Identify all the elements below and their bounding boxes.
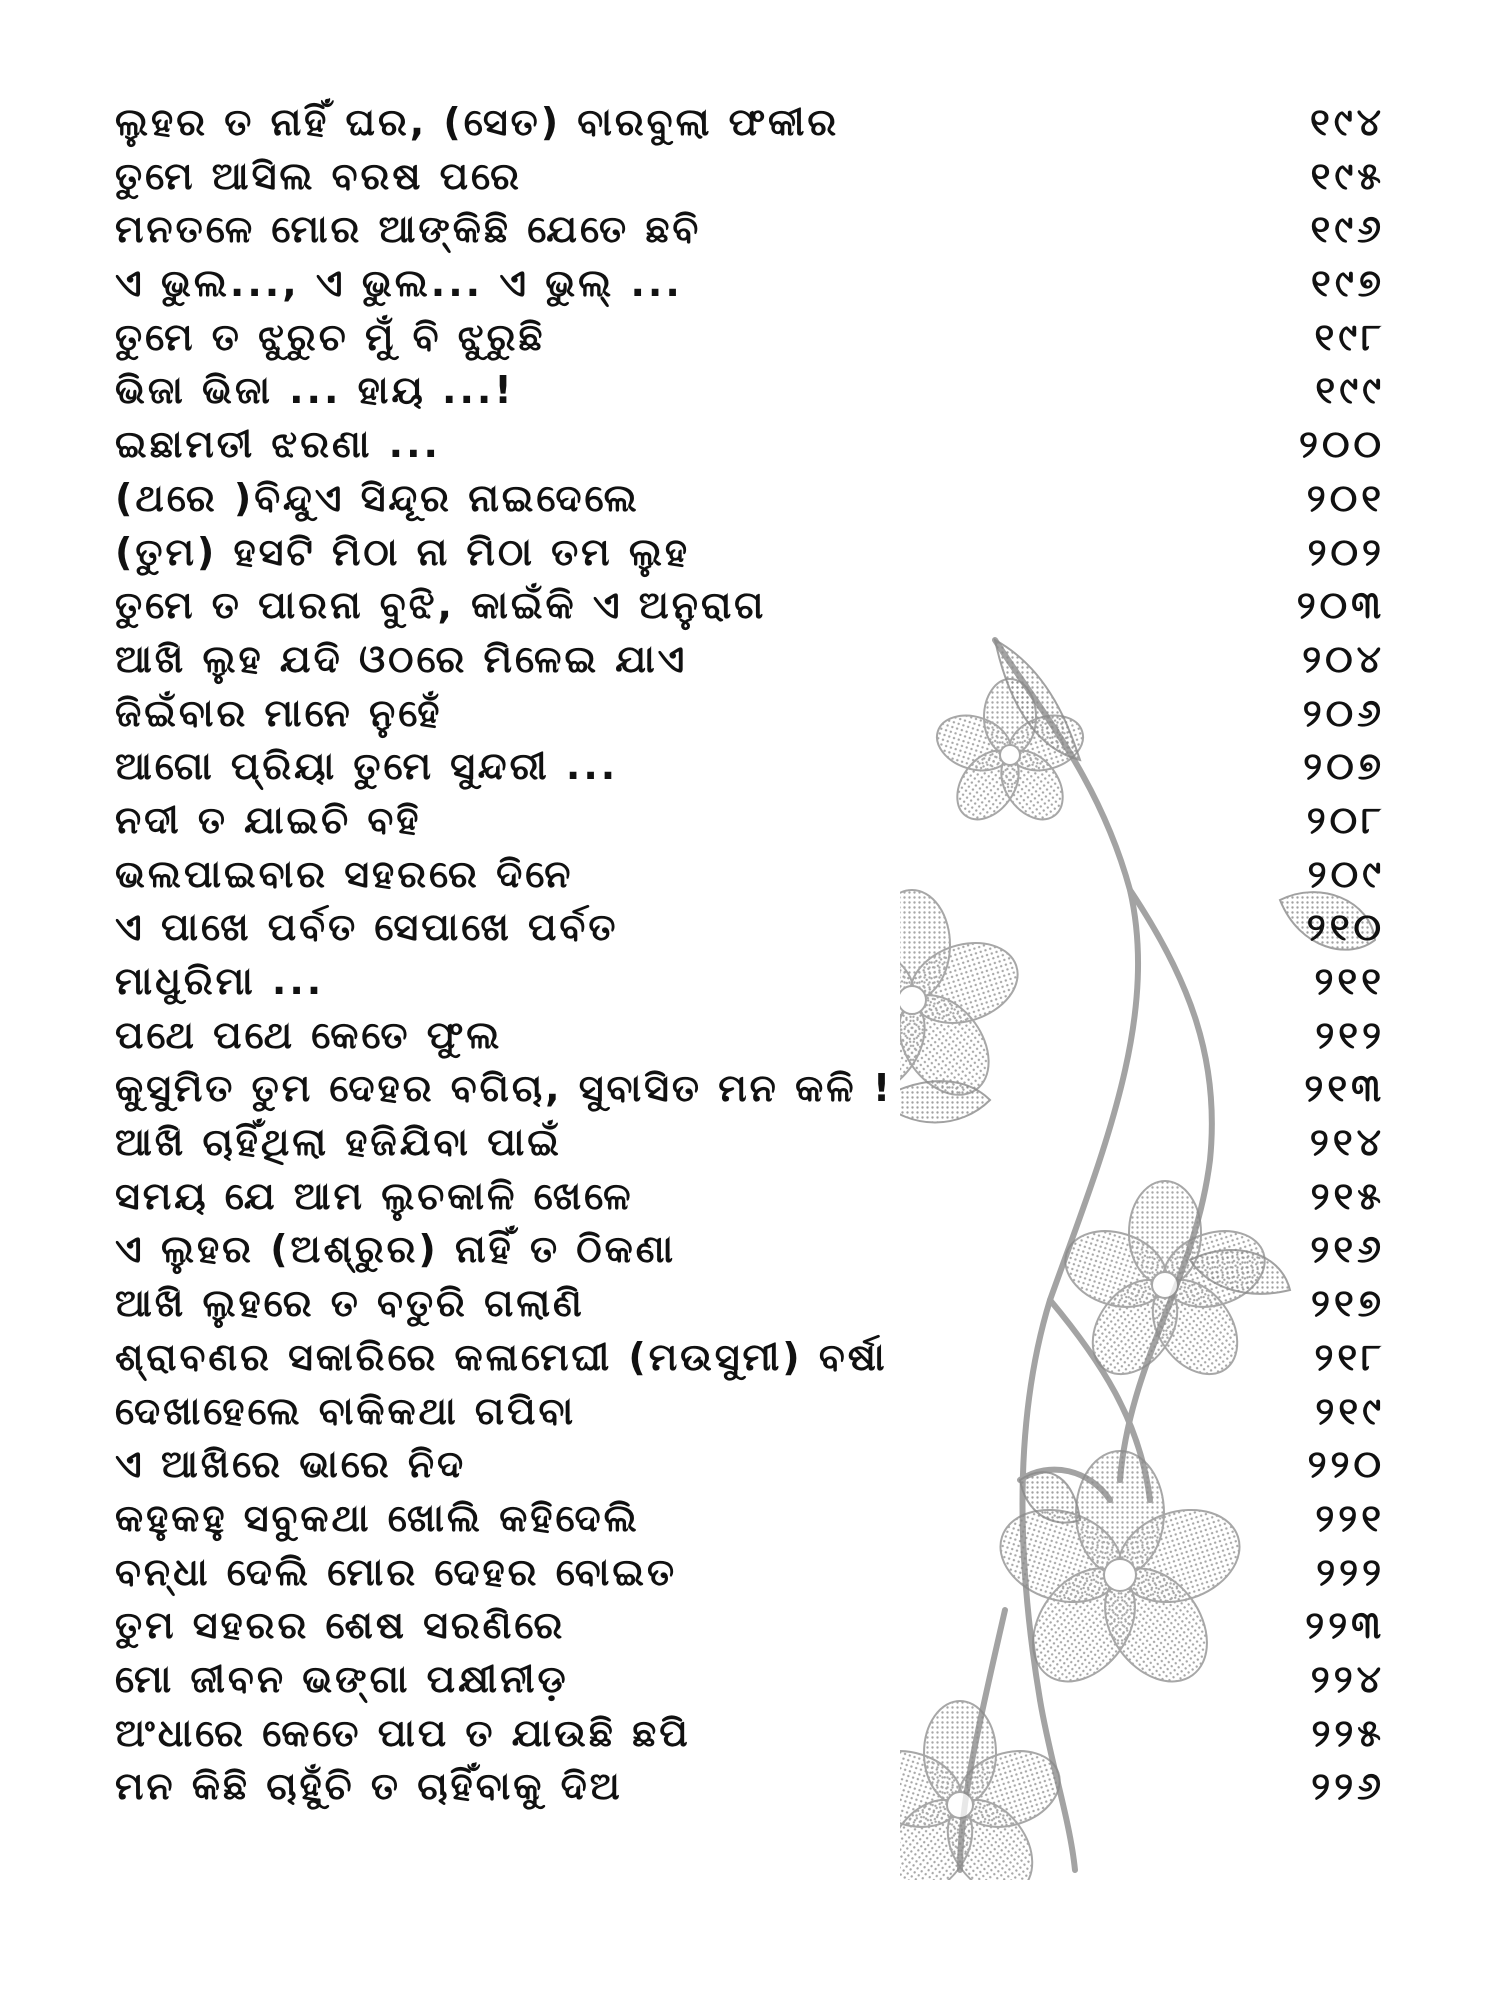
toc-entry-page-number: ୨୦୧ (1306, 475, 1385, 520)
toc-entry-title: ଆଖି ଲୁହ ଯଦି ଓଠରେ ମିଳେଇ ଯାଏ (115, 636, 688, 681)
toc-entry (115, 1170, 1385, 1224)
toc-entry (115, 1331, 1385, 1385)
toc-entry-title: ଜିଇଁବାର ମାନେ ନୁହେଁ (115, 690, 443, 735)
toc-entry-title: ମନ କିଛି ଚାହୁଁଚି ତ ଚାହିଁବାକୁ ଦିଅ (115, 1764, 623, 1809)
toc-entry (115, 1653, 1385, 1707)
toc-entry-page-number: ୨୦୦ (1299, 422, 1385, 467)
toc-entry (115, 418, 1385, 472)
toc-entry-title: ତୁମ ସହରର ଶେଷ ସରଣିରେ (115, 1603, 566, 1648)
toc-entry-page-number: ୧୯୭ (1311, 261, 1385, 306)
toc-entry (115, 740, 1385, 794)
toc-entry-title: ଭଲପାଇବାର ସହରରେ ଦିନେ (115, 851, 574, 896)
toc-entry-title: ପଥେ ପଥେ କେତେ ଫୁଲ (115, 1012, 503, 1057)
toc-entry-title: ଦେଖାହେଲେ ବାକିକଥା ଗପିବା (115, 1388, 577, 1433)
toc-entry-title: ବନ୍ଧା ଦେଲି ମୋର ଦେହର ବୋଇତ (115, 1549, 678, 1594)
toc-entry (115, 96, 1385, 150)
toc-entry (115, 579, 1385, 633)
toc-entry-title: ତୁମେ ଆସିଲ ବରଷ ପରେ (115, 153, 522, 198)
toc-entry-page-number: ୨୧୬ (1310, 1227, 1385, 1272)
toc-entry-page-number: ୨୧୩ (1304, 1066, 1385, 1111)
toc-entry-page-number: ୨୨୪ (1310, 1656, 1385, 1701)
toc-entry-page-number: ୧୯୫ (1310, 153, 1385, 198)
toc-entry (115, 1062, 1385, 1116)
toc-entry-page-number: ୨୧୫ (1310, 1173, 1385, 1218)
toc-entry-title: ନଦୀ ତ ଯାଇଚି ବହି (115, 797, 422, 842)
toc-entry (115, 1707, 1385, 1761)
toc-entry-page-number: ୨୧୦ (1306, 905, 1385, 950)
toc-entry-page-number: ୨୧୯ (1315, 1388, 1385, 1433)
toc-entry (115, 1492, 1385, 1546)
toc-entry-title: ତୁମେ ତ ପାରନା ବୁଝି, କାଇଁକି ଏ ଅନୁରାଗ (115, 583, 767, 628)
toc-entry-title: ଆଖି ଲୁହରେ ତ ବତୁରି ଗଲାଣି (115, 1281, 585, 1326)
toc-entry (115, 794, 1385, 848)
toc-entry-title: ମନତଳେ ମୋର ଆଙ୍କିଛି ଯେତେ ଛବି (115, 207, 702, 252)
toc-entry (115, 1385, 1385, 1439)
toc-entry-title: ଭିଜା ଭିଜା ... ହାୟ ...! (115, 368, 515, 413)
toc-entry (115, 1116, 1385, 1170)
toc-entry (115, 1009, 1385, 1063)
toc-entry-page-number: ୨୦୪ (1302, 636, 1385, 681)
toc-entry (115, 472, 1385, 526)
toc-entry-title: ମୋ ଜୀବନ ଭଙ୍ଗା ପକ୍ଷୀନୀଡ଼ (115, 1656, 569, 1701)
toc-entry (115, 1546, 1385, 1600)
toc-entry-page-number: ୨୨୧ (1315, 1495, 1385, 1540)
toc-entry-page-number: ୧୯୬ (1310, 207, 1385, 252)
toc-entry (115, 633, 1385, 687)
toc-entry (115, 955, 1385, 1009)
toc-entry-page-number: ୧୯୪ (1309, 100, 1385, 144)
toc-entry-page-number: ୨୦୯ (1307, 851, 1385, 896)
toc-entry (115, 150, 1385, 204)
toc-entry-page-number: ୨୧୭ (1311, 1281, 1385, 1326)
toc-entry (115, 687, 1385, 741)
toc-entry-page-number: ୨୦୬ (1302, 690, 1385, 735)
toc-entry-title: ଆଗୋ ପ୍ରିୟା ତୁମେ ସୁନ୍ଦରୀ ... (115, 744, 619, 789)
toc-entry-title: ଅଂଧାରେ କେତେ ପାପ ତ ଯାଉଛି ଛପି (115, 1710, 691, 1755)
toc-entry-title: ଏ ପାଖେ ପର୍ବତ ସେପାଖେ ପର୍ବତ (115, 905, 619, 950)
toc-entry-page-number: ୨୦୩ (1296, 583, 1385, 628)
toc-entry (115, 364, 1385, 418)
toc-entry (115, 1438, 1385, 1492)
toc-entry (115, 203, 1385, 257)
toc-entry (115, 848, 1385, 902)
toc-entry-page-number: ୨୨୫ (1311, 1710, 1385, 1755)
toc-entry-page-number: ୨୨୬ (1311, 1764, 1385, 1809)
toc-entry (115, 1223, 1385, 1277)
toc-entry (115, 257, 1385, 311)
toc-entry-page-number: ୨୦୭ (1303, 744, 1385, 789)
toc-entry-page-number: ୨୧୮ (1314, 1334, 1385, 1379)
toc-entry-page-number: ୨୧୨ (1315, 1012, 1385, 1057)
toc-entry-page-number: ୨୨୦ (1307, 1442, 1385, 1487)
toc-entry (115, 901, 1385, 955)
toc-entry-title: (ଥରେ )ବିନ୍ଦୁଏ ସିନ୍ଦୂର ନାଇଦେଲେ (115, 475, 640, 520)
toc-entry (115, 1599, 1385, 1653)
toc-entry-page-number: ୨୨୩ (1305, 1603, 1385, 1648)
toc-entry-page-number: ୧୯୮ (1314, 314, 1385, 359)
toc-entry-title: ସମୟ ଯେ ଆମ ଲୁଚକାଳି ଖେଳେ (115, 1173, 634, 1218)
toc-entry (115, 311, 1385, 365)
toc-entry-page-number: ୨୦୮ (1306, 797, 1385, 842)
toc-entry-title: କୁସୁମିତ ତୁମ ଦେହର ବଗିଚା, ସୁବାସିତ ମନ କଳି ! (115, 1066, 894, 1111)
toc-entry-title: ଏ ଲୁହର (ଅଶ୍ରୁର) ନାହିଁ ତ ଠିକଣା (115, 1227, 677, 1272)
table-of-contents (115, 96, 1385, 1814)
toc-entry-title: ଶ୍ରାବଣର ସକାରିରେ କଳାମେଘୀ (ମଉସୁମୀ) ବର୍ଷା (115, 1334, 888, 1379)
toc-entry-page-number: ୨୨୨ (1316, 1549, 1385, 1594)
toc-entry (115, 526, 1385, 580)
toc-entry-title: (ତୁମ) ହସଟି ମିଠା ନା ମିଠା ତମ ଲୁହ (115, 529, 691, 574)
toc-entry-title: ମାଧୁରିମା ... (115, 959, 325, 1003)
toc-entry-title: ତୁମେ ତ ଝୁରୁଚ ମୁଁ ବି ଝୁରୁଛି (115, 314, 546, 359)
toc-entry-title: କହୁକହୁ ସବୁକଥା ଖୋଲି କହିଦେଲି (115, 1495, 640, 1540)
toc-entry-title: ଆଖି ଚାହିଁଥିଲା ହଜିଯିବା ପାଇଁ (115, 1120, 562, 1165)
toc-entry-title: ଏ ଭୁଲ..., ଏ ଭୁଲ... ଏ ଭୁଲ୍ ... (115, 261, 683, 306)
toc-entry-title: ଲୁହର ତ ନାହିଁ ଘର, (ସେତ) ବାରବୁଲା ଫକୀର (115, 100, 840, 144)
toc-entry-page-number: ୨୧୪ (1309, 1120, 1385, 1165)
toc-entry-page-number: ୨୦୨ (1307, 529, 1385, 574)
toc-entry-title: ଇଛାମତୀ ଝରଣା ... (115, 422, 441, 467)
toc-entry (115, 1760, 1385, 1814)
toc-entry-page-number: ୨୧୧ (1314, 959, 1385, 1003)
toc-entry (115, 1277, 1385, 1331)
toc-entry-title: ଏ ଆଖିରେ ଭାରେ ନିଦ (115, 1442, 467, 1487)
toc-entry-page-number: ୧୯୯ (1315, 368, 1385, 413)
